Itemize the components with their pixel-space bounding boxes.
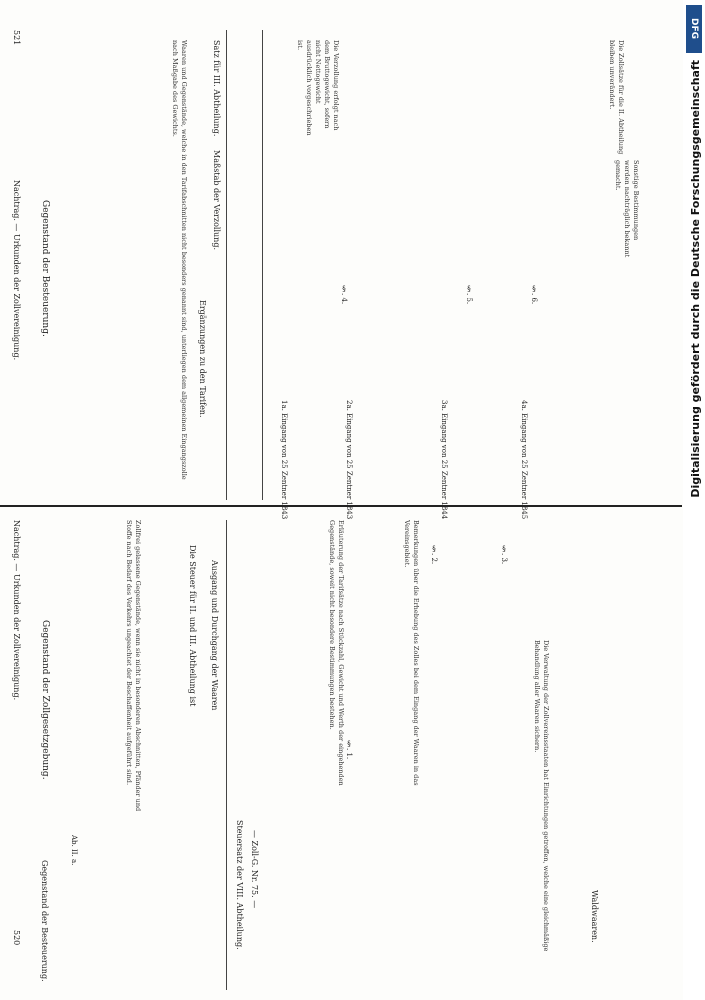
right-col-header-3: Satz für III. Abtheilung.	[212, 40, 221, 137]
left-label-1: §. 1.	[345, 740, 353, 760]
left-col-header: Gegenstand der Besteuerung.	[40, 860, 49, 982]
running-head-left: Nachtrag. — Urkunden der Zollvereinigung.	[12, 520, 21, 701]
left-paragraph-5: Bemerkungen über die Erhebung des Zolles bei dem Eingang der Waaren in das Vereinsgebiet.	[403, 520, 420, 786]
right-label-2: §. 5.	[465, 285, 473, 305]
right-entry-2: 2a. Eingang von 25 Zentner 1843	[345, 400, 353, 520]
left-footer-label: Waldwaaren.	[590, 890, 599, 943]
left-paragraph-4: Erläuterung der Tarifsätze nach Stückzahl, Gewicht und Werth der eingehenden Gegenstände, soweit nicht besondere Bestimmungen bestehen.	[328, 520, 345, 786]
right-note-2: Sonstige Bestimmungen werden nachträglich bekannt gemacht.	[614, 160, 640, 258]
left-column-rule	[226, 520, 227, 990]
right-label-1: §. 4.	[340, 285, 348, 305]
right-entry-4: 4a. Eingang von 25 Zentner 1845	[520, 400, 528, 520]
right-column-rule	[226, 30, 227, 500]
page-number-left: 520	[12, 930, 21, 946]
right-col-header-1: Ergänzungen zu den Tarifen.	[198, 300, 207, 418]
right-column-rule-2	[262, 30, 263, 500]
left-heading-2: — Zoll-G. Nr. 75. —	[250, 830, 259, 909]
dfg-logo: DFG	[686, 5, 702, 53]
right-col-header-2: Maßstab der Verzollung.	[212, 150, 221, 250]
dfg-sideband	[683, 0, 705, 1000]
left-paragraph-3: Ausgang und Durchgang der Waaren	[210, 560, 219, 711]
dfg-credit-text: Digitalisierung gefördert durch die Deutsche Forschungsgemeinschaft	[689, 60, 702, 498]
left-heading-1: Steuersatz der VIII. Abtheilung.	[235, 820, 244, 950]
left-subtitle: Ab. II. a.	[70, 835, 78, 866]
running-head-right: Nachtrag. — Urkunden der Zollvereinigung.	[12, 180, 21, 361]
right-entry-3: 3a. Eingang von 25 Zentner 1844	[440, 400, 448, 520]
left-paragraph-2: Die Steuer für II. und III. Abtheilung ist	[188, 545, 197, 707]
right-entry-1: 1a. Eingang von 25 Zentner 1843	[280, 400, 288, 520]
left-label-3: §. 3.	[500, 545, 508, 565]
left-paragraph-1: Zollfrei gelassene Gegenstände, wenn sie nicht in besonderen Abschnitten, Pfänder und Stoffe nach Bedarf des Verkehrs ungeachtet der Beschaffenheit aufgeführt sind.	[125, 520, 142, 812]
left-section-title: Gegenstand der Zollgesetzgebung.	[40, 620, 50, 780]
page-divider	[0, 505, 682, 507]
right-paragraph-1: Waaren und Gegenstände, welche in den Tarifabschnitten nicht besonders genannt sind, unterliegen dem allgemeinen Eingangszolle nach Maßgabe des Gewichts.	[171, 40, 188, 480]
right-paragraph-2: Die Verzollung erfolgt nach dem Bruttogewicht, sofern nicht Nettogewicht ausdrücklich vorgeschrieben ist.	[296, 40, 340, 136]
left-paragraph-6: Die Verwaltung der Zollvereinsstaaten hat Einrichtungen getroffen, welche eine gleichmäßige Behandlung aller Waaren sichern.	[533, 640, 550, 952]
right-section-title: Gegenstand der Besteuerung.	[40, 200, 50, 337]
page-number-right: 521	[12, 30, 21, 46]
left-label-2: §. 2.	[430, 545, 438, 565]
right-note-1: Die Zollsätze für die II. Abtheilung bleiben unverändert.	[608, 40, 625, 155]
right-label-3: §. 6.	[530, 285, 538, 305]
